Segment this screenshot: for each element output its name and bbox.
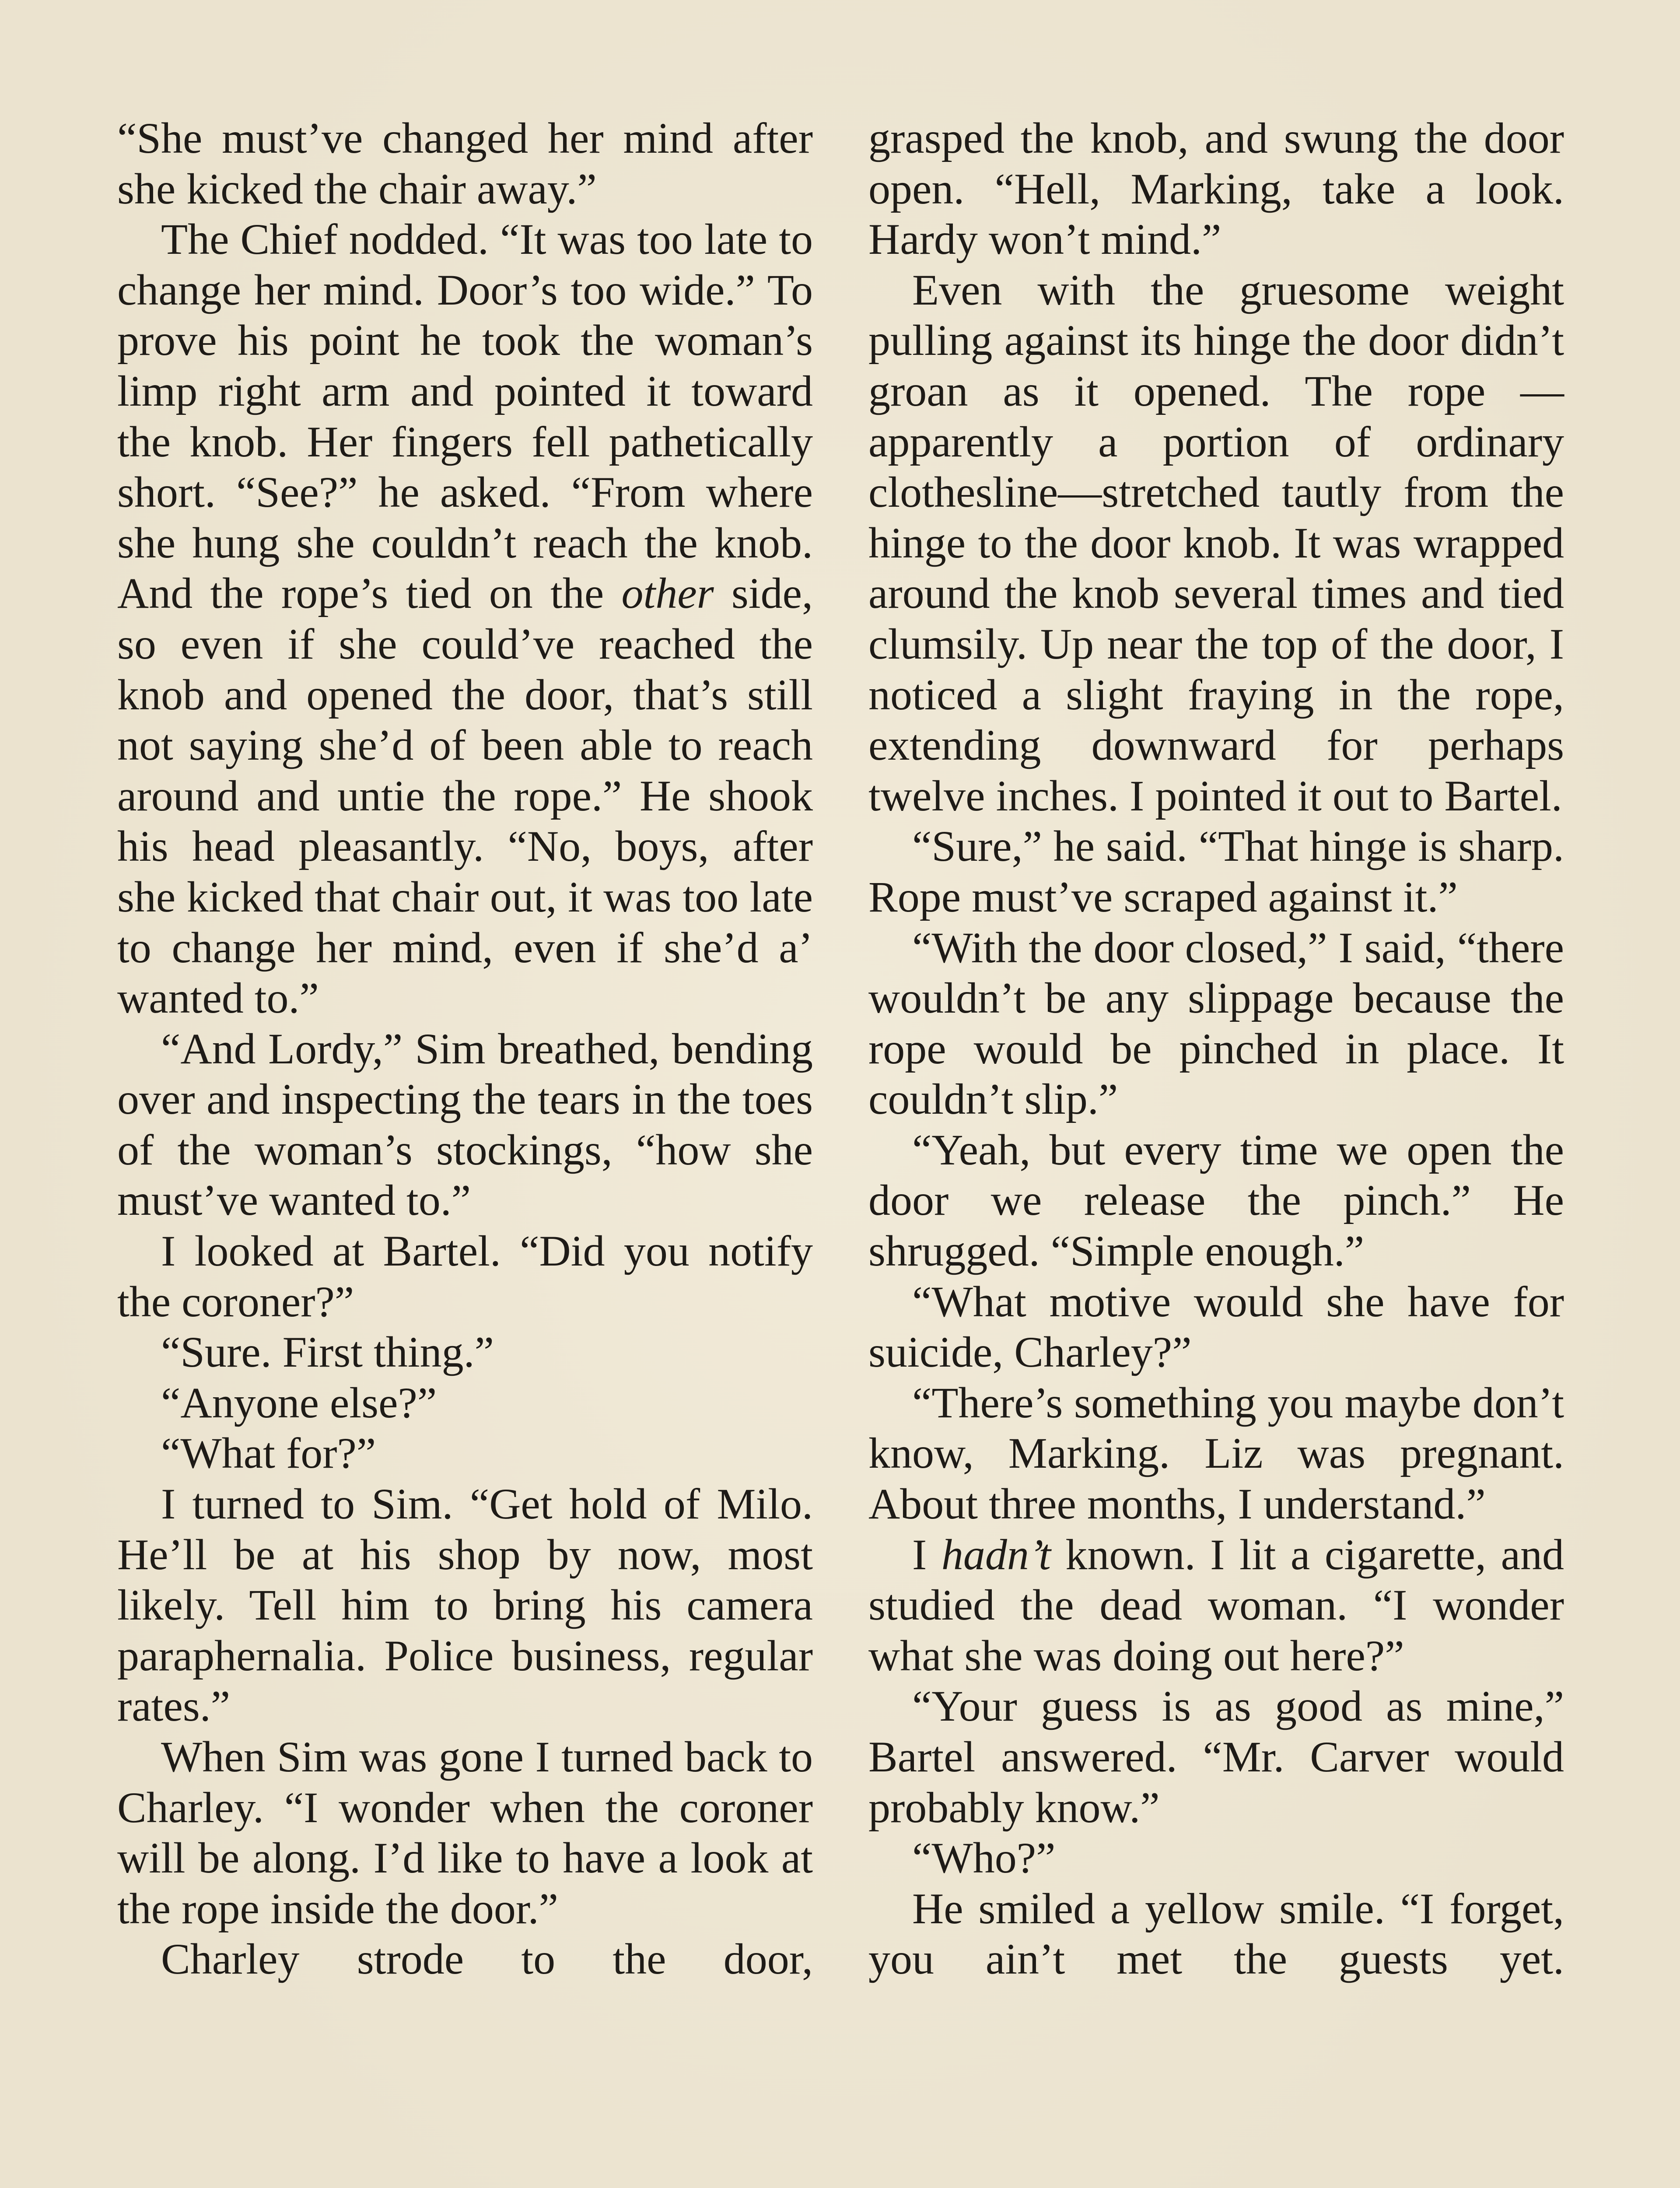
- paragraph: [868, 1833, 1564, 1883]
- paragraph: [868, 1276, 1564, 1378]
- paragraph-text: “Yeah, but every time we open the door we release the pinch.” He shrugged. “Simple enough.”: [868, 1125, 1564, 1276]
- paragraph-text: grasped the knob, and swung the door open. “Hell, Marking, take a look. Hardy won’t mind.”: [868, 114, 1564, 264]
- paragraph: [868, 265, 1564, 821]
- paragraph: [117, 214, 813, 1024]
- paragraph: [868, 1125, 1564, 1276]
- paragraph: [117, 1732, 813, 1934]
- paragraph-text-continued: side, so even if she could’ve reached the knob and opened the door, that’s still not saying she’d of been able to reach around and untie the rope.” He shook his head pleasantly. “No, boys, after she kicked that chair out, it was too late to change her mind, even if she’d a’ wanted to.”: [117, 569, 813, 1023]
- paragraph-text: “What motive would she have for suicide, Charley?”: [868, 1277, 1564, 1377]
- paragraph-text: “Your guess is as good as mine,” Bartel answered. “Mr. Carver would probably know.”: [868, 1682, 1564, 1832]
- emphasized-word: other: [621, 569, 714, 618]
- paragraph-text: “What for?”: [161, 1429, 376, 1478]
- paragraph-text: Even with the gruesome weight pulling against its hinge the door didn’t groan as it opened. The rope —apparently a portion of ordinary clothesline—stretched tautly from the hinge to the door knob. It was wrapped around the knob several times and tied clumsily. Up near the top of the door, I noticed a slight fraying in the rope, extending downward for perhaps twelve inches. I pointed it out to Bartel.: [868, 265, 1564, 820]
- paragraph: [117, 113, 813, 214]
- paragraph: [868, 1529, 1564, 1681]
- paragraph-text: I looked at Bartel. “Did you notify the coroner?”: [117, 1227, 813, 1326]
- paragraph-text: I turned to Sim. “Get hold of Milo. He’ll be at his shop by now, most likely. Tell him to bring his camera paraphernalia. Police business, regular rates.”: [117, 1480, 813, 1731]
- paragraph: [868, 1883, 1564, 1985]
- paragraph: [868, 113, 1564, 265]
- paragraph-text: I: [912, 1530, 942, 1579]
- paragraph-text: The Chief nodded. “It was too late to change her mind. Door’s too wide.” To prove his point he took the woman’s limp right arm and pointed it toward the knob. Her fingers fell pathetically short. “See?” he asked. “From where she hung she couldn’t reach the knob. And the rope’s tied on the: [117, 215, 813, 618]
- paragraph-text: “There’s something you maybe don’t know, Marking. Liz was pregnant. About three months, I understand.”: [868, 1378, 1564, 1529]
- paragraph-text: “Sure,” he said. “That hinge is sharp. Rope must’ve scraped against it.”: [868, 822, 1564, 921]
- paragraph: [117, 1024, 813, 1226]
- paragraph-text: “Anyone else?”: [161, 1378, 437, 1427]
- paragraph-text-continued: known. I lit a cigarette, and studied the dead woman. “I wonder what she was doing out here?”: [868, 1530, 1564, 1680]
- paragraph-text: “Who?”: [912, 1834, 1056, 1883]
- paragraph: [868, 1681, 1564, 1833]
- emphasized-word: hadn’t: [941, 1530, 1051, 1579]
- paragraph: [117, 1428, 813, 1479]
- paragraph: [117, 1226, 813, 1327]
- paragraph: [117, 1327, 813, 1378]
- paragraph: [117, 1934, 813, 1985]
- paragraph: [868, 1378, 1564, 1529]
- paragraph: [868, 922, 1564, 1125]
- paragraph: [117, 1378, 813, 1428]
- right-text-column: [868, 113, 1564, 1985]
- paragraph-text: “She must’ve changed her mind after she kicked the chair away.”: [117, 114, 813, 213]
- left-text-column: [117, 113, 813, 1985]
- paragraph-text: Charley strode to the door,: [161, 1935, 813, 1984]
- paragraph-text: He smiled a yellow smile. “I forget, you ain’t met the guests yet.: [868, 1884, 1564, 1984]
- paragraph: [117, 1479, 813, 1732]
- paragraph-text: “Sure. First thing.”: [161, 1328, 494, 1377]
- paragraph-text: When Sim was gone I turned back to Charley. “I wonder when the coroner will be along. I’d like to have a look at the rope inside the door.”: [117, 1732, 813, 1933]
- paragraph-text: “With the door closed,” I said, “there wouldn’t be any slippage because the rope would be pinched in place. It couldn’t slip.”: [868, 923, 1564, 1124]
- paragraph: [868, 821, 1564, 922]
- paragraph-text: “And Lordy,” Sim breathed, bending over and inspecting the tears in the toes of the woman’s stockings, “how she must’ve wanted to.”: [117, 1024, 813, 1225]
